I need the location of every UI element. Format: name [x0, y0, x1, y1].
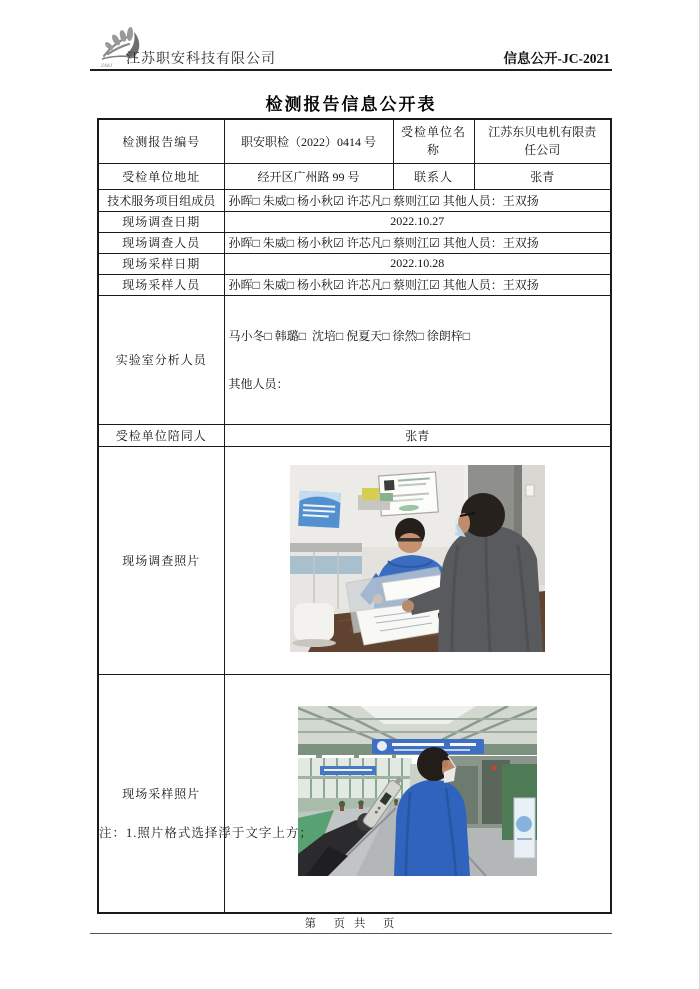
sampling-date-value: 2022.10.28: [224, 253, 611, 274]
sampling-photo-cell: [224, 674, 611, 913]
sampling-photo: [298, 706, 537, 876]
contact-value: 张青: [474, 163, 611, 189]
survey-staff-label: 现场调查人员: [98, 232, 224, 253]
sampling-staff-label: 现场采样人员: [98, 274, 224, 295]
escort-label: 受检单位陪同人: [98, 424, 224, 446]
page-title: 检测报告信息公开表: [265, 95, 437, 114]
lab-staff-line1: 马小冬□ 韩璐□ 沈培□ 倪夏天□ 徐然□ 徐朗梓□: [228, 328, 470, 343]
sampling-date-label: 现场采样日期: [98, 253, 224, 274]
survey-photo-label: 现场调查照片: [98, 446, 224, 674]
page-header: [90, 24, 612, 70]
unit-name-label: 受检单位名称: [393, 119, 474, 163]
doc-code: 信息公开-JC-2021: [503, 51, 610, 66]
survey-date-label: 现场调查日期: [98, 211, 224, 232]
lab-staff-value: [224, 295, 611, 424]
unit-name-value: 江苏东贝电机有限责任公司: [474, 119, 611, 163]
certificate-poster: [298, 490, 341, 527]
survey-date-value: 2022.10.27: [224, 211, 611, 232]
report-no-label: 检测报告编号: [98, 119, 224, 163]
report-no-value: 职安职检（2022）0414 号: [224, 119, 393, 163]
survey-staff-value: 孙晖□ 朱威□ 杨小秋☑ 许芯凡□ 蔡则江☑ 其他人员：王双扬: [224, 232, 611, 253]
page-number-line: 第 页 共 页: [304, 918, 398, 930]
team-label: 技术服务项目组成员: [98, 189, 224, 211]
sampling-staff-value: 孙晖□ 朱威□ 杨小秋☑ 许芯凡□ 蔡则江☑ 其他人员：王双扬: [224, 274, 611, 295]
disclosure-form-table: [97, 118, 612, 914]
survey-photo-cell: [224, 446, 611, 674]
sampling-photo-label: 现场采样照片: [98, 674, 224, 913]
lab-staff-label: 实验室分析人员: [98, 295, 224, 424]
company-name: 江苏职安科技有限公司: [126, 52, 276, 67]
footnote: 注：1.照片格式选择浮于文字上方；: [99, 826, 313, 840]
unit-addr-value: 经开区广州路 99 号: [224, 163, 393, 189]
lab-staff-line2: 其他人员：: [228, 376, 289, 391]
header-rule: [90, 69, 612, 71]
logo-caption: ZAKJ: [101, 64, 113, 69]
footer-rule: [90, 933, 612, 934]
unit-addr-label: 受检单位地址: [98, 163, 224, 189]
contact-label: 联系人: [393, 163, 474, 189]
team-value: 孙晖□ 朱威□ 杨小秋☑ 许芯凡□ 蔡则江☑ 其他人员：王双扬: [224, 189, 611, 211]
escort-value: 张青: [224, 424, 611, 446]
survey-photo: [290, 465, 545, 652]
